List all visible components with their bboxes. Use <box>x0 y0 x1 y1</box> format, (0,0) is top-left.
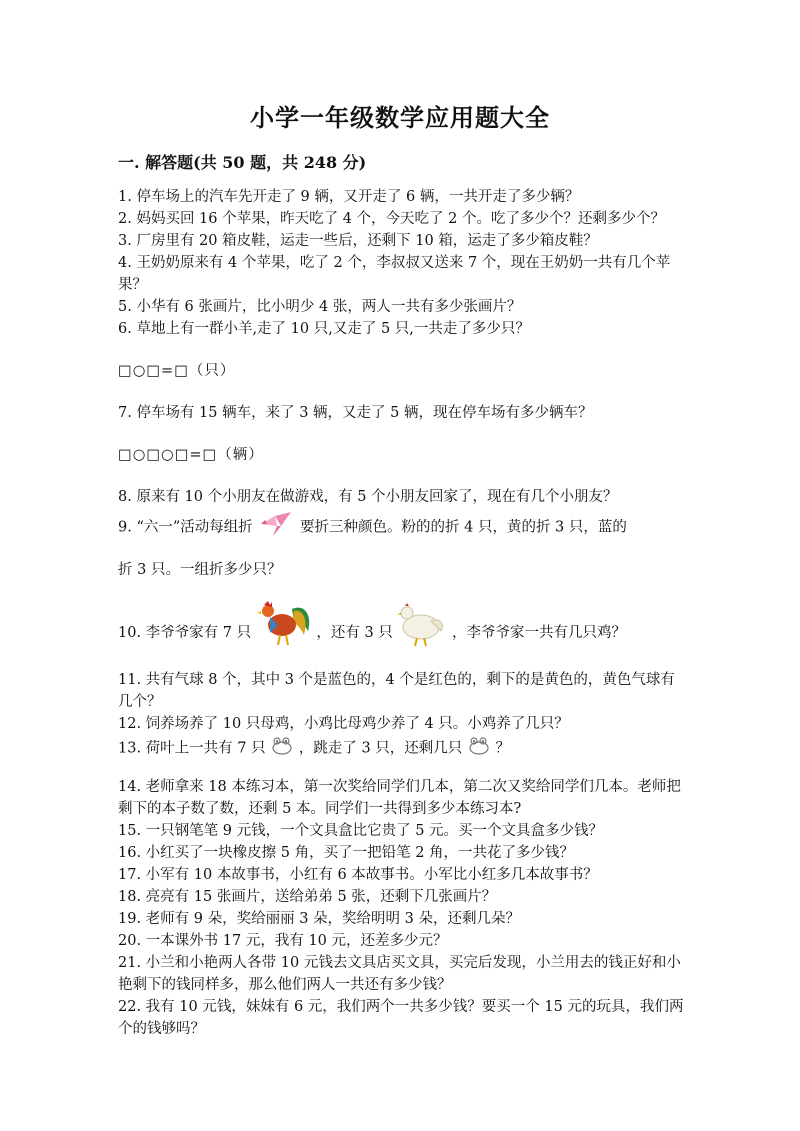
page-title: 小学一年级数学应用题大全 <box>250 103 550 132</box>
question-9-part2: 要折三种颜色。粉的的折 4 只，黄的折 3 只，蓝的 <box>300 519 627 536</box>
question-10-part3: ，李爷爷家一共有几只鸡？ <box>452 625 627 641</box>
question-13-part3: ？ <box>495 740 511 757</box>
question-16: 16. 小红买了一块橡皮擦 5 角，买了一把铅笔 2 角，一共花了多少钱？ <box>118 845 575 861</box>
question-20: 20. 一本课外书 17 元，我有 10 元，还差多少元？ <box>118 933 448 949</box>
question-15: 15. 一只钢笔笔 9 元钱，一个文具盒比它贵了 5 元。买一个文具盒多少钱？ <box>118 823 604 839</box>
section-heading: 一. 解答题(共 50 题，共 248 分) <box>118 153 367 172</box>
question-1: 1. 停车场上的汽车先开走了 9 辆，又开走了 6 辆，一共开走了多少辆？ <box>118 189 580 205</box>
question-2: 2. 妈妈买回 16 个苹果，昨天吃了 4 个，今天吃了 2 个。吃了多少个？还剩多少个？ <box>118 211 665 227</box>
question-21: 21. 小兰和小艳两人各带 10 元钱去文具店买文具，买完后发现，小兰用去的钱正好和小艳剩下的钱同样多，那么他们两人一共还有多少钱？ <box>118 955 681 993</box>
question-8: 8. 原来有 10 个小朋友在做游戏，有 5 个小朋友回家了，现在有几个小朋友？ <box>118 489 618 505</box>
question-12: 12. 饲养场养了 10 只母鸡，小鸡比母鸡少养了 4 只。小鸡养了几只？ <box>118 716 569 732</box>
question-9 <box>118 510 688 545</box>
rooster-icon <box>256 601 312 665</box>
question-10-part1: 10. 李爷爷家有 7 只 <box>118 625 252 641</box>
question-9-part1: 9. “六一”活动每组折 <box>118 519 253 536</box>
paper-crane-icon <box>259 510 293 545</box>
question-18: 18. 亮亮有 15 张画片，送给弟弟 5 张，还剩下几张画片？ <box>118 889 497 905</box>
question-10 <box>118 601 688 665</box>
question-7: 7. 停车场有 15 辆车，来了 3 辆，又走了 5 辆，现在停车场有多少辆车？ <box>118 405 593 421</box>
question-3: 3. 厂房里有 20 箱皮鞋，运走一些后，还剩下 10 箱，运走了多少箱皮鞋？ <box>118 233 598 249</box>
frog-icon <box>467 735 491 762</box>
formula-6: □○□=□（只） <box>118 363 236 379</box>
question-22: 22. 我有 10 元钱，妹妹有 6 元，我们两个一共多少钱？要买一个 15 元的玩具，我们两个的钱够吗？ <box>118 999 684 1037</box>
question-13-part1: 13. 荷叶上一共有 7 只 <box>118 740 266 757</box>
question-4: 4. 王奶奶原来有 4 个苹果，吃了 2 个，李叔叔又送来 7 个，现在王奶奶一共有几个苹果？ <box>118 255 671 293</box>
frog-icon <box>270 735 294 762</box>
question-10-part2: ，还有 3 只 <box>316 625 393 641</box>
question-13 <box>118 735 688 762</box>
question-17: 17. 小军有 10 本故事书，小红有 6 本故事书。小军比小红多几本故事书？ <box>118 867 598 883</box>
question-9-line2: 折 3 只。一组折多少只？ <box>118 562 282 578</box>
question-11: 11. 共有气球 8 个，其中 3 个是蓝色的，4 个是红色的，剩下的是黄色的，黄色气球有几个？ <box>118 672 675 710</box>
question-19: 19. 老师有 9 朵，奖给丽丽 3 朵，奖给明明 3 朵，还剩几朵？ <box>118 911 520 927</box>
question-13-part2: ，跳走了 3 只，还剩几只 <box>298 740 463 757</box>
question-5: 5. 小华有 6 张画片，比小明少 4 张，两人一共有多少张画片？ <box>118 299 522 315</box>
question-14: 14. 老师拿来 18 本练习本，第一次奖给同学们几本，第二次又奖给同学们几本。老师把剩下的本子数了数，还剩 5 本。同学们一共得到多少本练习本? <box>118 779 681 817</box>
formula-7: □○□○□=□（辆） <box>118 447 264 463</box>
hen-icon <box>397 601 447 665</box>
question-list <box>118 186 688 1040</box>
question-6: 6. 草地上有一群小羊,走了 10 只,又走了 5 只,一共走了多少只？ <box>118 321 530 337</box>
